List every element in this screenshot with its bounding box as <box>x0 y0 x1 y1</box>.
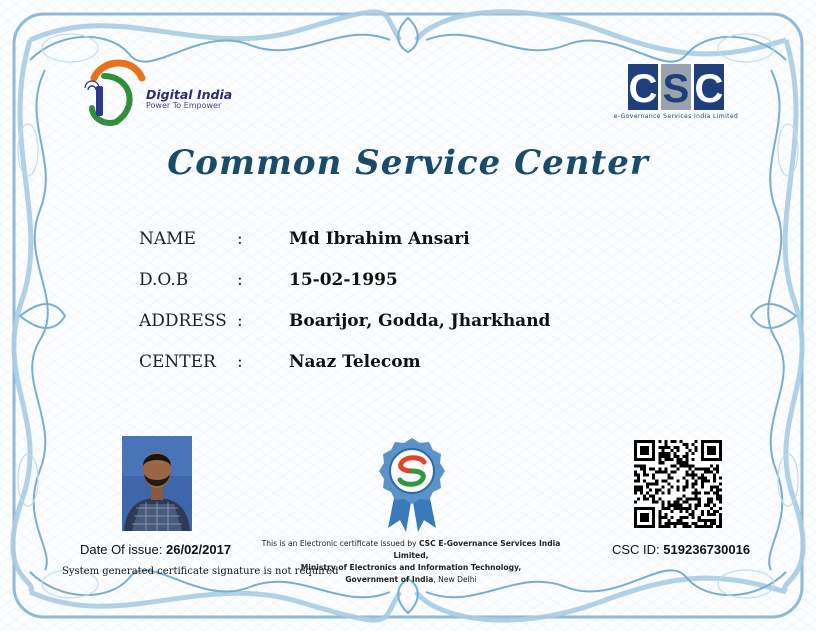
system-note: System generated certificate signature is not required <box>62 566 339 577</box>
dob-label: D.O.B <box>139 270 189 290</box>
digital-india-tagline: Power To Empower <box>146 101 222 110</box>
center-label: CENTER <box>139 352 216 372</box>
issue-date-value: 26/02/2017 <box>166 542 232 557</box>
dob-separator: : <box>237 270 243 290</box>
name-label: NAME <box>139 229 196 249</box>
csc-logo <box>596 64 756 124</box>
issuer-prefix: This is an Electronic certificate issued by <box>261 539 417 548</box>
issuer-ministry: Ministry of Electronics and Information Technology, <box>300 563 522 572</box>
certificate-title: Common Service Center <box>167 143 649 183</box>
address-value: Boarijor, Godda, Jharkhand <box>289 311 551 331</box>
digital-india-title: Digital India <box>146 87 233 102</box>
svg-text:C: C <box>694 67 724 110</box>
applicant-photo <box>122 436 192 531</box>
csc-id-label: CSC ID: <box>612 542 660 557</box>
award-ribbon-icon <box>376 436 448 532</box>
name-separator: : <box>237 229 243 249</box>
issue-date <box>80 542 231 557</box>
digital-india-logo <box>84 56 234 128</box>
center-value: Naaz Telecom <box>289 352 421 372</box>
center-separator: : <box>237 352 243 372</box>
digital-india-emblem-icon <box>84 56 146 128</box>
issue-date-label: Date Of issue: <box>80 542 163 557</box>
csc-id <box>612 542 750 557</box>
issuer-name: CSC E-Governance Services India Limited, <box>393 539 561 560</box>
dob-value: 15-02-1995 <box>289 270 398 290</box>
csc-letters-icon <box>628 64 724 110</box>
qr-code <box>634 440 722 528</box>
address-label: ADDRESS <box>139 311 227 331</box>
svg-text:C: C <box>628 67 658 110</box>
csc-subtitle: e-Governance Services India Limited <box>613 113 739 120</box>
name-value: Md Ibrahim Ansari <box>289 229 470 249</box>
address-separator: : <box>237 311 243 331</box>
svg-text:S: S <box>662 67 690 110</box>
issuer-city: , New Delhi <box>433 575 477 584</box>
issuer-gov: Government of India <box>345 575 434 584</box>
csc-id-value: 519236730016 <box>663 542 751 557</box>
issuer-statement <box>244 538 578 586</box>
